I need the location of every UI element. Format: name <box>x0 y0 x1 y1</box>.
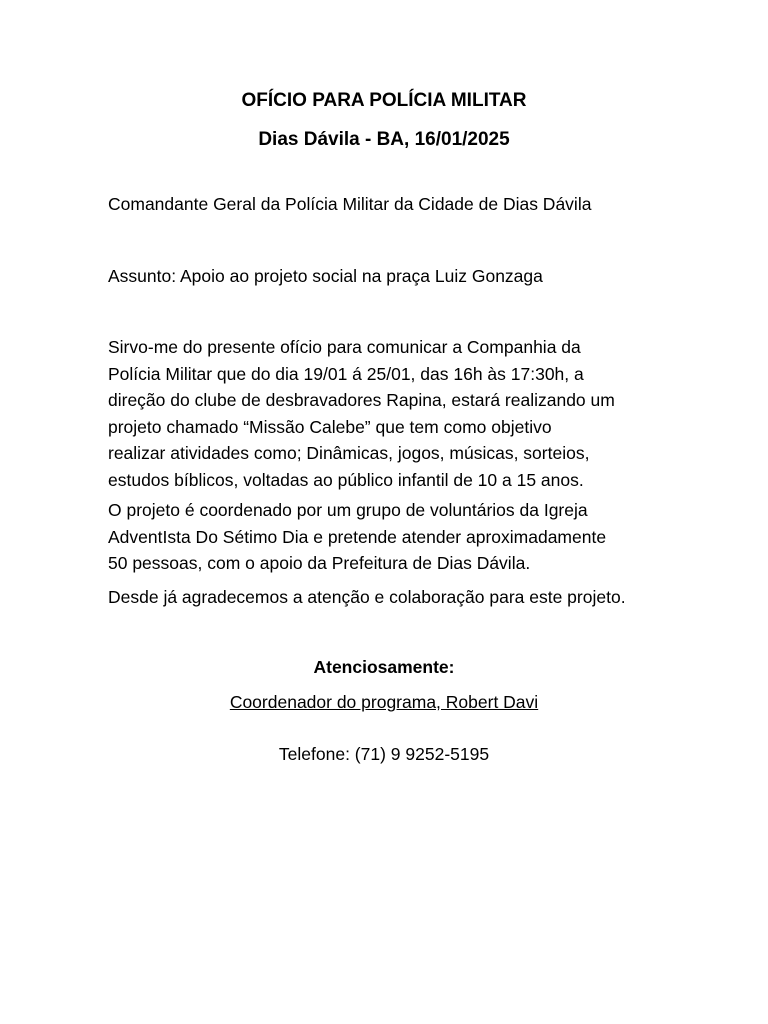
paragraph-line: O projeto é coordenado por um grupo de voluntários da Igreja <box>108 500 588 520</box>
place-date: Dias Dávila - BA, 16/01/2025 <box>258 129 510 150</box>
closing-salutation: Atenciosamente: <box>313 657 455 677</box>
signature-block <box>0 690 768 714</box>
body-paragraph-1 <box>108 334 668 493</box>
phone-number: Telefone: (71) 9 9252-5195 <box>278 744 490 764</box>
paragraph-line: AdventIsta Do Sétimo Dia e pretende atender aproximadamente <box>108 526 607 547</box>
paragraph-line: Polícia Militar que do dia 19/01 á 25/01, das 16h às 17:30h, a <box>108 363 584 384</box>
paragraph-line: Desde já agradecemos a atenção e colaboração para este projeto. <box>108 587 626 607</box>
body-paragraph-3 <box>108 584 668 611</box>
recipient-line: Comandante Geral da Polícia Militar da Cidade de Dias Dávila <box>108 194 592 214</box>
paragraph-line: realizar atividades como; Dinâmicas, jogos, músicas, sorteios, <box>108 443 590 463</box>
subject-line: Assunto: Apoio ao projeto social na praça Luiz Gonzaga <box>108 266 543 286</box>
paragraph-line: projeto chamado “Missão Calebe” que tem como objetivo <box>108 416 552 437</box>
paragraph-line: Sirvo-me do presente ofício para comunicar a Companhia da <box>108 337 581 357</box>
paragraph-line: direção do clube de desbravadores Rapina, estará realizando um <box>108 390 615 410</box>
signature-name: Coordenador do programa, Robert Davi <box>229 692 539 712</box>
body-paragraph-2 <box>108 497 668 577</box>
paragraph-line: 50 pessoas, com o apoio da Prefeitura de Dias Dávila. <box>108 553 531 573</box>
document-title: OFÍCIO PARA POLÍCIA MILITAR <box>241 90 527 111</box>
paragraph-line: estudos bíblicos, voltadas ao público infantil de 10 a 15 anos. <box>108 469 584 490</box>
